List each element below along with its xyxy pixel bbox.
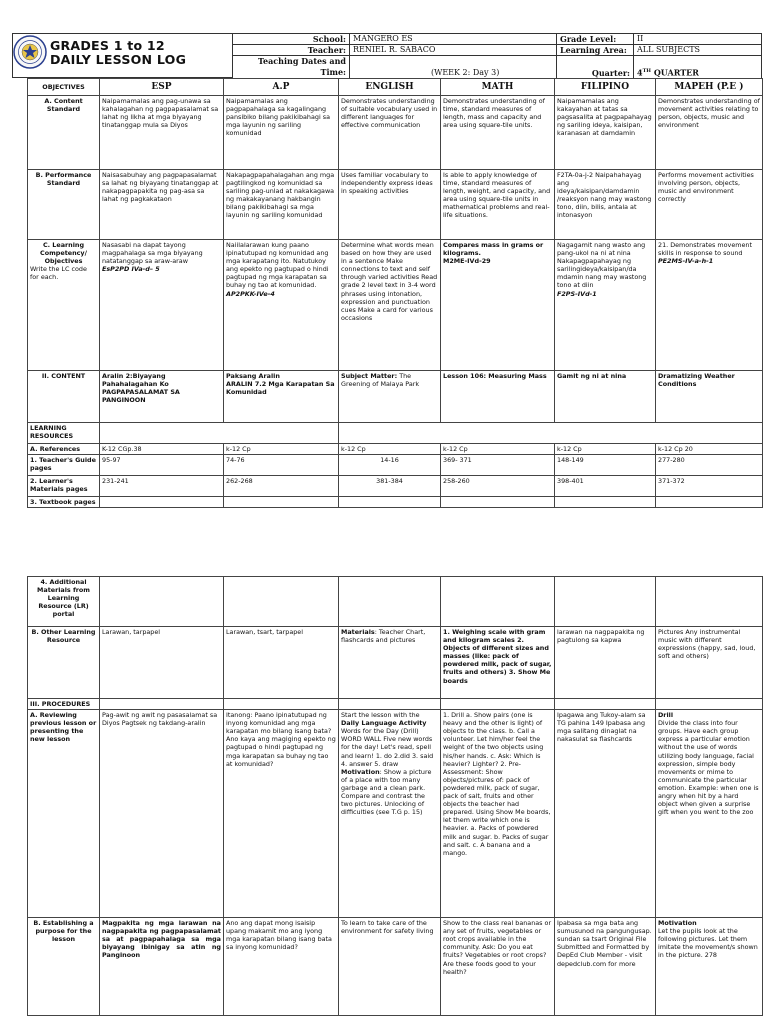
row-label: B. Performance Standard [28, 170, 100, 240]
cell-ap: Nakapagpapahalagahan ang mga pagtilingkod ng komunidad sa sariling pag-unlad at nakakagawa ng makakayanang hakbangin bilang pakikibahagi sa mga layunin ng sariling komunidad [224, 170, 339, 240]
row-label: A. References [28, 444, 100, 455]
competency-row [28, 240, 763, 371]
area-value: ALL SUBJECTS [634, 45, 762, 56]
cell-esp: Naipamamalas ang pag-unawa sa kahalagahan ng pagpapasalamat sa lahat ng likha at mga biyayang tinatanggap mula sa Diyos [100, 96, 224, 170]
cell-esp [100, 497, 224, 508]
content-row [28, 371, 763, 423]
cell-math: 258-260 [441, 476, 555, 497]
col-english: ENGLISH [339, 79, 441, 96]
cell-filipino [555, 497, 656, 508]
grade-label: Grade Level: [557, 34, 634, 45]
cell-mapeh: Performs movement activities involving person, objects, music and environment correctly [656, 170, 763, 240]
cell-math [441, 699, 555, 710]
cell-english: Demonstrates understanding of suitable vocabulary used in different languages for effective communication [339, 96, 441, 170]
cell-ap: k-12 Cp [224, 444, 339, 455]
cell-mapeh: Pictures Any instrumental music with different expressions (happy, sad, loud, soft and others) [656, 627, 763, 699]
cell-esp: Nasasabi na dapat tayong magpahalaga sa mga biyayang natatanggap sa araw-araw EsP2PD IVa-d– 5 [100, 240, 224, 371]
row-label: B. Other Learning Resource [28, 627, 100, 699]
cell-filipino: 398-401 [555, 476, 656, 497]
cell-filipino: Gamit ng ni at nina [555, 371, 656, 423]
row-label: A. Content Standard [28, 96, 100, 170]
cell-math: 369- 371 [441, 455, 555, 476]
cell-esp: 95-97 [100, 455, 224, 476]
cell-esp [100, 699, 224, 710]
row-label: III. PROCEDURES [28, 699, 100, 710]
header-info-table [232, 33, 762, 79]
col-objectives: OBJECTIVES [28, 79, 100, 96]
deped-seal-icon [13, 35, 47, 69]
school-value: MANGERO ES [350, 34, 557, 45]
cell-english: Uses familiar vocabulary to independently express ideas in speaking activities [339, 170, 441, 240]
cell-filipino: F2TA-0a-j-2 Naipahahayag ang ideya/kaisipan/damdamin /reaksyon nang may wastong tono, diin, bilis, antala at intonasyon [555, 170, 656, 240]
quarter-value: 4TH QUARTER [634, 56, 762, 79]
row-label: B. Establishing a purpose for the lesson [28, 918, 100, 1016]
cell-math: Show to the class real bananas or any set of fruits, vegetables or root crops available in the community. Ask: Do you eat fruits? Vegetables or root crops? Are these foods good to your health? [441, 918, 555, 1016]
performance-standard-row [28, 170, 763, 240]
cell-mapeh [656, 497, 763, 508]
col-mapeh: MAPEH (P.E ) [656, 79, 763, 96]
cell-filipino: larawan na nagpapakita ng pagtulong sa kapwa [555, 627, 656, 699]
cell-mapeh [656, 699, 763, 710]
cell-mapeh: Dramatizing Weather Conditions [656, 371, 763, 423]
cell-ap [224, 497, 339, 508]
cell-filipino: 148-149 [555, 455, 656, 476]
title-line-2: DAILY LESSON LOG [50, 52, 187, 67]
reviewing-row [28, 710, 763, 918]
cell-esp: 231-241 [100, 476, 224, 497]
row-label: 2. Learner's Materials pages [28, 476, 100, 497]
cell-esp: Naisasabuhay ang pagpapasalamat sa lahat ng biyayang tinatanggap at nakapagpapakita ng pag-asa sa lahat ng pagkakataon [100, 170, 224, 240]
row-label: 3. Textbook pages [28, 497, 100, 508]
cell-ap: Naipamamalas ang pagpapahalaga sa kagalingang pansibiko bilang pakikibahagi sa mga layunin ng sariling komunidad [224, 96, 339, 170]
cell-ap: 74-76 [224, 455, 339, 476]
cell-filipino: Ipabasa sa mga bata ang sumusunod na pangungusap. sundan sa tsart Original File Submitted and Formatted by DepEd Club Member - visit depedclub.com for more [555, 918, 656, 1016]
cell-mapeh: Drill Divide the class into four groups. Have each group express a particular emotion without the use of words utilizing body language, facial expression, simple body movements or mime to communicate the particular emotion. Example: when one is angry when hit by a hard object when given a surprise gift when you went to the zoo [656, 710, 763, 918]
cell-english: 14-16 [339, 455, 441, 476]
cell-math: k-12 Cp [441, 444, 555, 455]
cell-english: To learn to take care of the environment for safety living [339, 918, 441, 1016]
col-ap: A.P [224, 79, 339, 96]
title-line-1: GRADES 1 to 12 [50, 38, 165, 53]
column-header-row [28, 79, 763, 96]
cell-mapeh: 371-372 [656, 476, 763, 497]
row-label: C. Learning Competency/ Objectives Write the LC code for each. [28, 240, 100, 371]
row-label: A. Reviewing previous lesson or presenting the new lesson [28, 710, 100, 918]
lesson-table-part-1 [27, 78, 763, 508]
cell-esp [100, 577, 224, 627]
cell-math [441, 497, 555, 508]
cell-filipino [555, 699, 656, 710]
cell-esp: Aralin 2:Biyayang Pahahalagahan Ko PAGPAPASALAMAT SA PANGINOON [100, 371, 224, 423]
cell-filipino: k-12 Cp [555, 444, 656, 455]
procedures-row [28, 699, 763, 710]
grade-value: II [634, 34, 762, 45]
quarter-label: Quarter: [557, 56, 634, 79]
row-label: 4. Additional Materials from Learning Resource (LR) portal [28, 577, 100, 627]
cell-english [339, 699, 441, 710]
cell-math [441, 577, 555, 627]
cell-math: Demonstrates understanding of time, standard measures of length, mass and capacity and area using square-tile units. [441, 96, 555, 170]
cell-math: 1. Weighing scale with gram and kilogram scales 2. Objects of different sizes and masses (like: pack of powdered milk, pack of sugar, fruits and others) 3. Show Me boards [441, 627, 555, 699]
cell-mapeh: Motivation Let the pupils look at the following pictures. Let them imitate the movement/s shown in the picture. 278 [656, 918, 763, 1016]
textbook-row [28, 497, 763, 508]
col-math: MATH [441, 79, 555, 96]
cell-math: 1. Drill a. Show pairs (one is heavy and the other is light) of objects to the class. b. Call a volunteer. Let him/her feel the weight of the two objects using his/her hands. c. Ask: Which is heavier? Lighter? 2. Pre-Assessment: Show objects/pictures of: pack of powdered milk, pack of sugar, pack of salt, fruits and other objects the teacher had prepared. Using Show Me boards, let them write which one is heavier. a. Packs of powdered milk and sugar. b. Packs of sugar and salt. c. A banana and a mango. [441, 710, 555, 918]
cell-ap: Itanong: Paano ipinatutupad ng inyong komunidad ang mga karapatan mo bilang isang bata? Ano kaya ang magiging epekto ng pagtupad o hindi pagtupad ng mga karapatan sa buhay ng tao at komunidad? [224, 710, 339, 918]
references-row [28, 444, 763, 455]
week-value: (WEEK 2: Day 3) [350, 56, 557, 79]
area-label: Learning Area: [557, 45, 634, 56]
cell-ap [224, 577, 339, 627]
cell-filipino [555, 577, 656, 627]
row-label: 1. Teacher's Guide pages [28, 455, 100, 476]
dates-label: Teaching Dates and Time: [233, 56, 350, 79]
school-label: School: [233, 34, 350, 45]
teacher-value: RENIEL R. SABACO [350, 45, 557, 56]
resources-blank-2 [339, 423, 763, 444]
cell-math: Compares mass in grams or kilograms. M2ME-IVd-29 [441, 240, 555, 371]
cell-ap: Larawan, tsart, tarpapel [224, 627, 339, 699]
cell-english: k-12 Cp [339, 444, 441, 455]
cell-mapeh: Demonstrates understanding of movement activities relating to person, objects, music and environment [656, 96, 763, 170]
cell-filipino: Naipamamalas ang kakayahan at tatas sa pagsasalita at pagpapahayag ng sariling ideya, kaisipan, karanasan at damdamin [555, 96, 656, 170]
teacher-label: Teacher: [233, 45, 350, 56]
cell-ap: Paksang Aralin ARALIN 7.2 Mga Karapatan Sa Komunidad [224, 371, 339, 423]
cell-mapeh [656, 577, 763, 627]
cell-ap: Ano ang dapat mong isaisip upang makamit mo ang iyong mga karapatan bilang isang bata sa inyong komunidad? [224, 918, 339, 1016]
cell-ap [224, 699, 339, 710]
resources-blank [100, 423, 339, 444]
cell-filipino: Nagagamit nang wasto ang pang-ukol na ni at nina Nakapagpapahayag ng sarilingideya/kaisipan/da mdamin nang may wastong tono at diin F2PS-IVd-1 [555, 240, 656, 371]
cell-filipino: Ipagawa ang Tukoy-alam sa TG pahina 149 Ipabasa ang mga salitang dinaglat na nakasulat sa flashcards [555, 710, 656, 918]
cell-esp: Larawan, tarpapel [100, 627, 224, 699]
content-standard-row [28, 96, 763, 170]
cell-math: Is able to apply knowledge of time, standard measures of length, weight, and capacity, and area using square-tile units in mathematical problems and real-life situations. [441, 170, 555, 240]
cell-english: Start the lesson with the Daily Language Activity Words for the Day (Drill) WORD WALL Five new words for the day! Let's read, spell and learn! 1. do 2.did 3. said 4. answer 5. draw Motivation: Show a picture of a place with too many garbage and a clean park. Compare and contrast the two pictures. Unlocking of difficulties (see T.G p. 15) [339, 710, 441, 918]
cell-math: Lesson 106: Measuring Mass [441, 371, 555, 423]
cell-mapeh: 277-280 [656, 455, 763, 476]
purpose-row [28, 918, 763, 1016]
lesson-table-part-2 [27, 576, 763, 1016]
cell-mapeh: 21. Demonstrates movement skills in response to sound PE2MS-IV-a-h-1 [656, 240, 763, 371]
other-resource-row [28, 627, 763, 699]
additional-materials-row [28, 577, 763, 627]
cell-ap: 262-268 [224, 476, 339, 497]
cell-english [339, 577, 441, 627]
document-title [50, 39, 186, 67]
cell-ap: Naiilalarawan kung paano ipinatutupad ng komunidad ang mga karapatang ito. Natutukoy ang epekto ng pagtupad o hindi pagtupad ng mga karapatan sa buhay ng tao at komunidad. AP2PKK-IVe-4 [224, 240, 339, 371]
row-label: II. CONTENT [28, 371, 100, 423]
cell-english: Materials: Teacher Chart, flashcards and pictures [339, 627, 441, 699]
col-esp: ESP [100, 79, 224, 96]
row-label: LEARNING RESOURCES [28, 423, 100, 444]
cell-esp: Magpakita ng mga larawan na nagpapakita ng pagpapasalamat sa at pagpapahalaga sa mga biyayang ibinigay sa atin ng Panginoon [100, 918, 224, 1016]
cell-english [339, 497, 441, 508]
teachers-guide-row [28, 455, 763, 476]
cell-english: Determine what words mean based on how they are used in a sentence Make connections to text and self through varied activities Read grade 2 level text in 3-4 word phrases using intonation, expression and punctuation cues Make a card for various occasions [339, 240, 441, 371]
col-filipino: FILIPINO [555, 79, 656, 96]
cell-mapeh: k-12 Cp 20 [656, 444, 763, 455]
cell-esp: K-12 CGp.38 [100, 444, 224, 455]
cell-english: 381-384 [339, 476, 441, 497]
resources-row [28, 423, 763, 444]
cell-english: Subject Matter: The Greening of Malaya Park [339, 371, 441, 423]
learners-materials-row [28, 476, 763, 497]
cell-esp: Pag-awit ng awit ng pasasalamat sa Diyos Pagtsek ng takdang-aralin [100, 710, 224, 918]
